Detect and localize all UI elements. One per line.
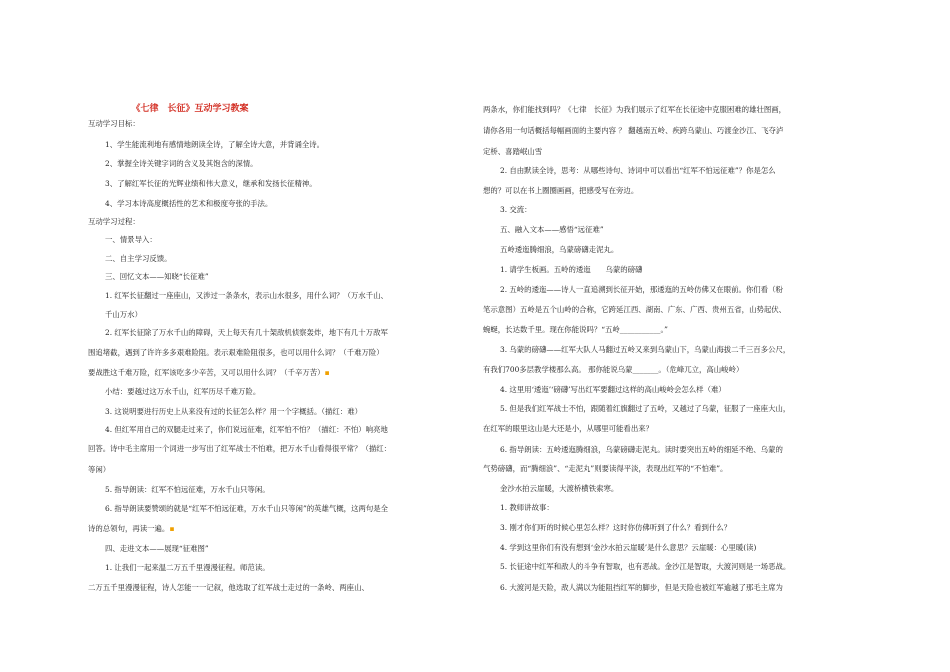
left-line: 围追堵截，遇到了许许多多艰难险阻。表示艰难险阻很多，也可以用什么词？（千难万险） <box>88 348 384 357</box>
left-line: 1、学生能流利地有感情地朗读全诗，了解全诗大意，并背诵全诗。 <box>105 140 325 149</box>
highlight-mark: ▪ <box>169 524 175 533</box>
right-line: 3. 刚才你们听的时候心里怎么样？这时你仿佛听到了什么？看到什么？ <box>500 523 732 532</box>
left-line: 一、情景导入： <box>105 235 157 244</box>
left-line: 互动学习目标： <box>88 119 140 128</box>
right-line: 3. 乌蒙的磅礴——红军大队人马翻过五岭又来到乌蒙山下，乌蒙山海拔二千三百多公尺， <box>500 345 791 354</box>
right-line: 3. 交流： <box>500 205 532 214</box>
left-line: 互动学习过程： <box>88 217 140 226</box>
left-line: 二万五千里漫漫征程，诗人怎能一一记叙，他选取了红军战士走过的一条岭、两座山、 <box>88 583 369 592</box>
right-line: 6. 指导朗读：五岭逶迤腾细浪，乌蒙磅礴走泥丸。读时要突出五岭的细延不绝、乌蒙的 <box>500 445 783 454</box>
left-line: 4. 但红军用自己的双腿走过来了，你们说远征难，红军怕不怕？（描红：不怕）响亮地 <box>105 425 388 434</box>
left-line: 三、回忆文本——知晓“长征难” <box>105 272 209 281</box>
left-line: 回答。诗中毛主席用一个词进一步写出了红军战士不怕难，把万水千山看得很平常？（描红： <box>88 444 392 453</box>
right-line: 4. 学到这里你们有没有想到‘金沙水拍云崖暖’是什么意思？云崖暖：心里暖(读) <box>500 543 757 552</box>
right-column <box>483 0 863 672</box>
right-line: 5. 但是我们红军战士不怕，跟随着红旗翻过了五岭，又越过了乌蒙，征服了一座座大山， <box>500 404 791 413</box>
left-line: 4、学习本诗高度概括性的艺术和极度夸张的手法。 <box>105 199 273 208</box>
left-line: 等闲） <box>88 465 111 474</box>
left-line: 1. 红军长征翻过一座座山，又涉过一条条水，表示山水很多，用什么词？（万水千山、 <box>105 291 388 300</box>
left-line: 二、自主学习反馈。 <box>105 254 172 263</box>
right-line: 6. 大渡河是天险，敌人满以为能阻挡红军的脚步，但是天险也被红军逾越了那毛主席为 <box>500 583 783 592</box>
left-column <box>88 0 468 672</box>
right-line: 1. 请学生板画。五岭的逶迤 乌蒙的磅礴 <box>500 265 643 274</box>
left-line: 3、了解红军长征的光辉业绩和伟大意义，继承和发扬长征精神。 <box>105 179 317 188</box>
right-line: 想的？可以在书上圈圈画画，把感受写在旁边。 <box>483 186 639 195</box>
right-line: 金沙水拍云崖暖，大渡桥横铁索寒。 <box>500 484 619 493</box>
right-line: 在红军的眼里这山是大还是小，从哪里可能看出来？ <box>483 424 653 433</box>
right-line: 4. 这里用‘逶迤’‘磅礴’写出红军要翻过这样的高山峻岭会怎么样（难） <box>500 385 726 394</box>
left-line: 要战胜这千难万险，红军该吃多少辛苦，又可以用什么词？（千辛万苦）▪ <box>88 368 330 377</box>
left-line: 1. 让我们一起来温二万五千里漫漫征程。师范读。 <box>105 563 270 572</box>
right-line: 5. 长征途中红军和敌人的斗争有智取，也有恶战。金沙江是智取，大渡河则是一场恶战。 <box>500 562 791 571</box>
right-line: 2. 自由默读全诗，思考：从哪些诗句、诗词中可以看出“红军不怕远征难”？你是怎么 <box>500 166 776 175</box>
right-line: 2. 五岭的逶迤——诗人一直追溯到长征开始，那逶迤的五岭仿佛又在眼前。你们看（粉 <box>500 285 783 294</box>
right-line: 两条水，你们能找到吗？《七律 长征》为我们展示了红军在长征途中克服困难的雄壮图画， <box>483 105 787 114</box>
right-line: 五、融入文本——感悟“远征难” <box>500 225 604 234</box>
left-line: 诗的总领句，再读一遍。▪ <box>88 524 175 533</box>
left-line: 6. 指导朗读要赞颂的就是“红军不怕远征难，万水千山只等闲”的英雄气概，这两句是全 <box>105 504 389 513</box>
left-line: 3. 这说明要进行历史上从来没有过的长征怎么样？用一个字概括。（描红：难） <box>105 407 362 416</box>
left-line: 5. 指导朗读：红军不怕远征难，万水千山只等闲。 <box>105 485 270 494</box>
right-line: 笔示意图）五岭是五个山岭的合称，它跨延江西、湖南、广东、广西、贵州五省，山势起伏、 <box>483 305 787 314</box>
left-line: 2、掌握全诗关键字词的含义及其饱含的深情。 <box>105 159 258 168</box>
right-line: 五岭逶迤腾细浪，乌蒙磅礴走泥丸。 <box>500 245 619 254</box>
right-line: 请你各用一句话概括每幅画面的主要内容 ？ 翻越南五岭、疾跨乌蒙山、巧渡金沙江、飞夺泸 <box>483 126 784 135</box>
right-line: 气势磅礴，而“腾细浪”、“走泥丸”则要读得平淡，表现出红军的“不怕难”。 <box>483 464 728 473</box>
left-line: 小结：要越过这万水千山，红军历尽千难万险。 <box>105 387 261 396</box>
left-line: 千山万水） <box>105 310 142 319</box>
highlight-mark: ▪ <box>324 368 330 377</box>
right-line: 蜿蜒，长达数千里。现在你能说吗？“五岭___________。” <box>483 325 668 334</box>
right-line: 1. 教师讲故事： <box>500 503 554 512</box>
right-line: 定桥、喜踏岷山雪 <box>483 147 543 156</box>
document-title: 《七律 长征》互动学习教案 <box>131 104 249 114</box>
left-line: 2. 红军长征除了万水千山的障碍，天上每天有几十架敌机侦察轰炸，地下有几十万敌军 <box>105 328 388 337</box>
left-line: 四、走进文本——展现“征难图” <box>105 544 209 553</box>
right-line: 有我们700多层教学楼那么高。 那你能说乌蒙_______。（危峰兀立，高山峻岭） <box>483 365 744 374</box>
